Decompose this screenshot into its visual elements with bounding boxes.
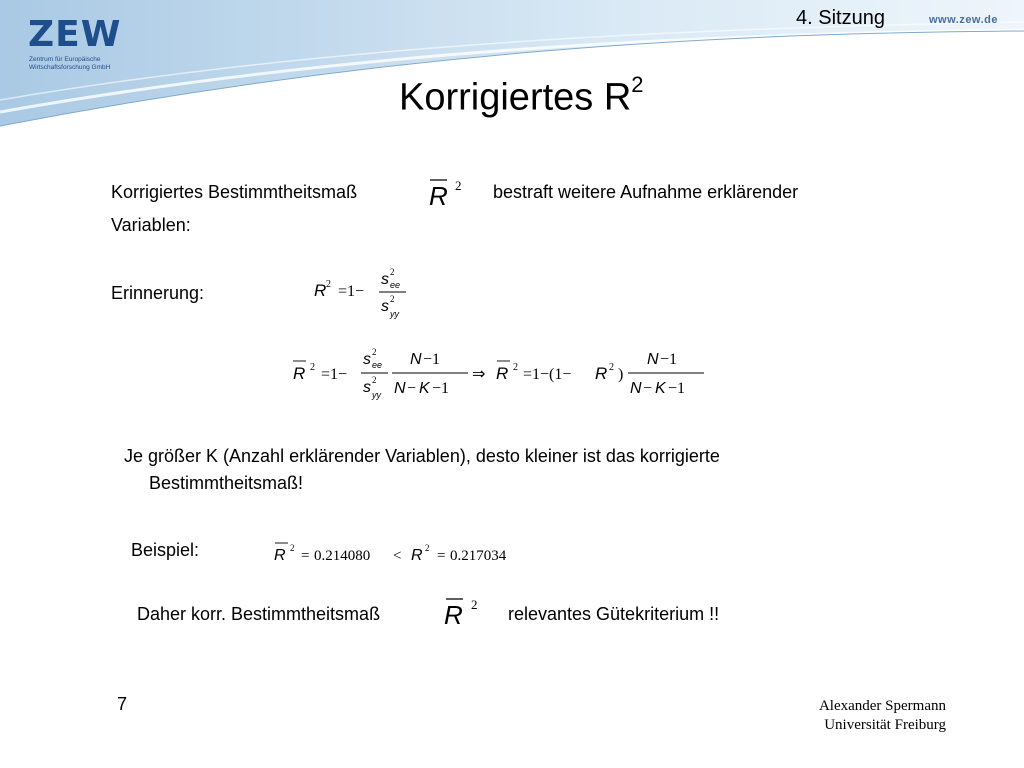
svg-text:2: 2 bbox=[372, 375, 377, 385]
svg-text:−: − bbox=[407, 380, 417, 397]
svg-text:−1: −1 bbox=[668, 380, 686, 397]
adjusted-r2-value: 0.214080 bbox=[314, 548, 371, 564]
svg-text:−: − bbox=[643, 380, 653, 397]
svg-text:R: R bbox=[293, 364, 306, 383]
svg-text:=1−: =1− bbox=[321, 366, 348, 383]
svg-text:=: = bbox=[437, 548, 446, 564]
conclusion-text-a: Daher korr. Bestimmtheitsmaß bbox=[137, 604, 381, 624]
intro-text-c: Variablen: bbox=[111, 215, 191, 235]
conclusion-text-b: relevantes Gütekriterium !! bbox=[508, 604, 720, 624]
svg-text:=1−: =1− bbox=[338, 283, 365, 300]
svg-text:R: R bbox=[496, 364, 509, 383]
r2-value: 0.217034 bbox=[450, 548, 507, 564]
svg-text:N: N bbox=[410, 351, 422, 368]
svg-text:2: 2 bbox=[390, 294, 395, 304]
bullet-line-2: Bestimmtheitsmaß! bbox=[149, 473, 304, 493]
svg-text:2: 2 bbox=[471, 597, 478, 612]
session-label: 4. Sitzung bbox=[796, 7, 885, 29]
svg-text:N: N bbox=[647, 351, 659, 368]
svg-text:yy: yy bbox=[390, 309, 399, 319]
svg-text:⇒: ⇒ bbox=[472, 364, 486, 383]
logo-subtitle-line-2: Wirtschaftsforschung GmbH bbox=[29, 64, 111, 71]
svg-text:N: N bbox=[394, 380, 406, 397]
svg-text:=: = bbox=[301, 548, 310, 564]
title-superscript: 2 bbox=[631, 72, 644, 97]
svg-text:ee: ee bbox=[390, 280, 401, 290]
svg-text:R: R bbox=[429, 181, 448, 208]
title-text: Korrigiertes R bbox=[399, 76, 632, 119]
website-url: www.zew.de bbox=[929, 14, 998, 26]
svg-text:yy: yy bbox=[372, 390, 381, 400]
intro-text-a: Korrigiertes Bestimmtheitsmaß bbox=[111, 182, 358, 202]
adjusted-r2-symbol bbox=[425, 176, 469, 208]
svg-text:R: R bbox=[274, 547, 286, 564]
logo-subtitle-line-1: Zentrum für Europäische bbox=[29, 56, 101, 63]
svg-text:=1−(1−: =1−(1− bbox=[523, 366, 572, 383]
svg-text:2: 2 bbox=[310, 362, 315, 373]
intro-text-b: bestraft weitere Aufnahme erklärender bbox=[493, 182, 799, 202]
svg-text:): ) bbox=[618, 366, 624, 383]
svg-text:−1: −1 bbox=[423, 351, 441, 368]
svg-text:−1: −1 bbox=[660, 351, 678, 368]
svg-text:s: s bbox=[363, 379, 371, 396]
reminder-label: Erinnerung: bbox=[111, 283, 205, 303]
author-name: Alexander Spermann bbox=[818, 698, 946, 714]
svg-text:N: N bbox=[630, 380, 642, 397]
svg-text:s: s bbox=[381, 298, 389, 315]
svg-text:2: 2 bbox=[372, 347, 377, 357]
slide-title bbox=[399, 72, 644, 120]
svg-text:2: 2 bbox=[326, 279, 331, 290]
example-label: Beispiel: bbox=[131, 540, 200, 560]
svg-text:K: K bbox=[419, 380, 430, 397]
author-institution: Universität Freiburg bbox=[824, 717, 946, 733]
svg-text:s: s bbox=[381, 271, 389, 288]
svg-text:ee: ee bbox=[372, 360, 383, 370]
svg-text:2: 2 bbox=[390, 267, 395, 277]
example-comparison bbox=[268, 536, 538, 568]
svg-text:K: K bbox=[655, 380, 666, 397]
svg-text:R: R bbox=[595, 364, 608, 383]
svg-text:2: 2 bbox=[455, 178, 462, 193]
zew-logo: ZEW bbox=[28, 14, 122, 55]
svg-text:<: < bbox=[393, 548, 402, 564]
bullet-line-1: Je größer K (Anzahl erklärender Variablen), desto kleiner ist das korrigierte bbox=[124, 446, 720, 466]
svg-text:R: R bbox=[314, 281, 327, 300]
svg-text:2: 2 bbox=[290, 543, 295, 553]
svg-text:R: R bbox=[411, 547, 423, 564]
adjusted-r2-symbol-conclusion bbox=[441, 595, 485, 627]
svg-text:2: 2 bbox=[513, 362, 518, 373]
r2-formula bbox=[310, 264, 420, 324]
svg-text:−1: −1 bbox=[432, 380, 450, 397]
svg-text:s: s bbox=[363, 351, 371, 368]
page-number: 7 bbox=[117, 694, 128, 714]
svg-text:2: 2 bbox=[425, 543, 430, 553]
author-block bbox=[819, 697, 946, 735]
zew-logo-subtitle bbox=[29, 56, 110, 72]
adjusted-r2-formula bbox=[288, 342, 728, 404]
svg-text:2: 2 bbox=[609, 362, 614, 373]
svg-text:R: R bbox=[444, 600, 463, 627]
